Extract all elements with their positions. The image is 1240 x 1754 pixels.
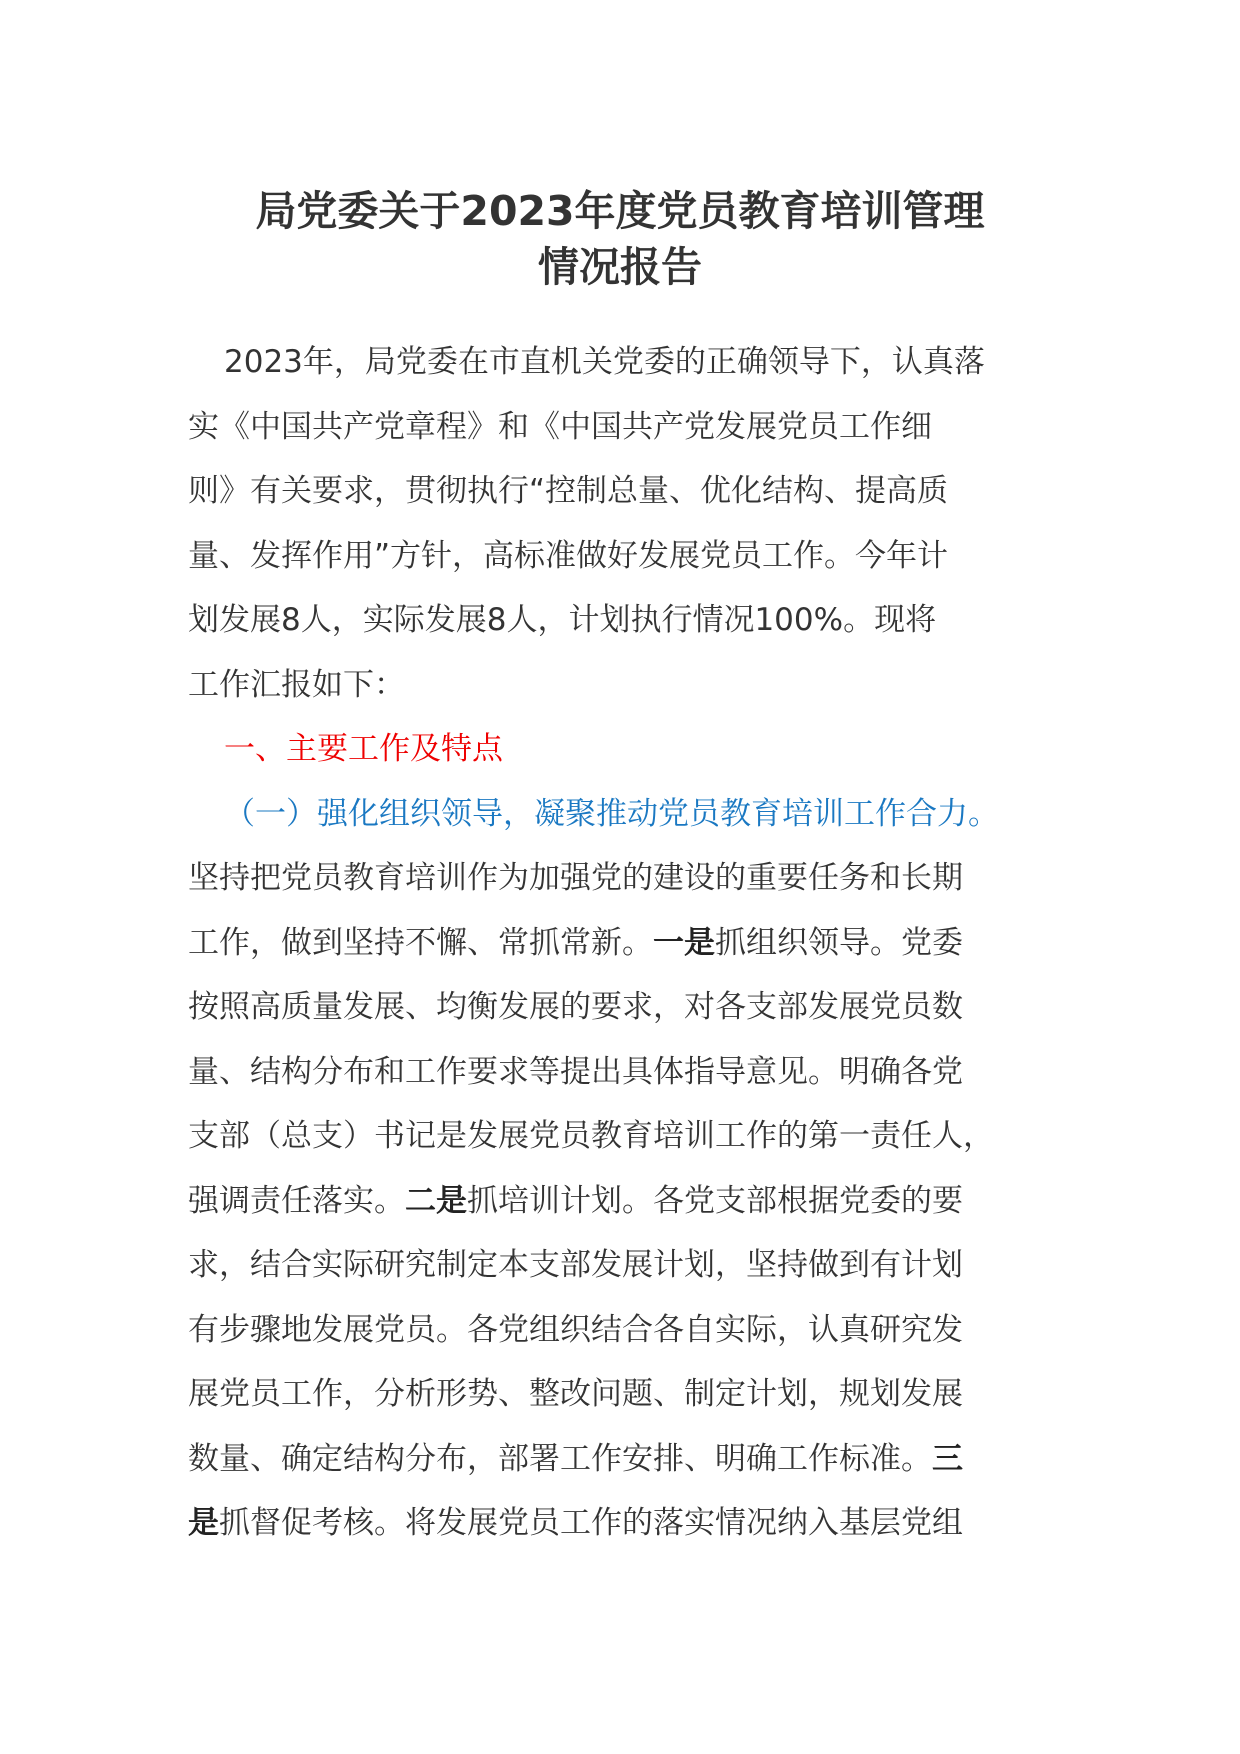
- point-marker-three-cont: 是: [188, 1505, 219, 1541]
- body-line-4: 量、结构分布和工作要求等提出具体指导意见。明确各党: [188, 1053, 963, 1090]
- document-body: [188, 330, 1058, 1556]
- subsection-heading: （一）强化组织领导，凝聚推动党员教育培训工作合力。: [224, 795, 999, 832]
- body-line-9: 展党员工作，分析形势、整改问题、制定计划，规划发展: [188, 1376, 963, 1412]
- point-marker-one: 一是: [653, 924, 715, 961]
- body-line-5: 支部（总支）书记是发展党员教育培训工作的第一责任人，: [188, 1118, 994, 1154]
- body-text: 抓培训计划。各党支部根据党委的要: [467, 1182, 963, 1219]
- intro-line-5: 划发展8人，实际发展8人，计划执行情况100%。现将: [188, 602, 937, 638]
- body-line-10: [188, 1427, 1058, 1492]
- title-line-2: 情况报告: [538, 243, 702, 291]
- document-title: [160, 183, 1080, 295]
- point-marker-two: 二是: [405, 1182, 467, 1219]
- intro-line-6: 工作汇报如下：: [188, 666, 405, 703]
- body-line-11: [188, 1491, 1058, 1556]
- intro-line-1: 2023年，局党委在市直机关党委的正确领导下，认真落: [224, 344, 985, 380]
- title-line-1: 局党委关于2023年度党员教育培训管理: [255, 187, 985, 235]
- body-text: 数量、确定结构分布，部署工作安排、明确工作标准。: [188, 1440, 932, 1477]
- body-text: 工作，做到坚持不懈、常抓常新。: [188, 924, 653, 961]
- body-line-6: [188, 1169, 1058, 1234]
- intro-line-2: 实《中国共产党章程》和《中国共产党发展党员工作细: [188, 408, 932, 445]
- body-text: 强调责任落实。: [188, 1182, 405, 1219]
- body-line-2: [188, 911, 1058, 976]
- body-line-8: 有步骤地发展党员。各党组织结合各自实际，认真研究发: [188, 1311, 963, 1348]
- intro-line-3: 则》有关要求，贯彻执行“控制总量、优化结构、提高质: [188, 473, 949, 509]
- body-line-3: 按照高质量发展、均衡发展的要求，对各支部发展党员数: [188, 989, 963, 1025]
- section-heading: 一、主要工作及特点: [224, 731, 503, 767]
- body-text: 抓督促考核。将发展党员工作的落实情况纳入基层党组: [219, 1505, 963, 1541]
- point-marker-three: 三: [932, 1440, 963, 1477]
- body-line-7: 求，结合实际研究制定本支部发展计划，坚持做到有计划: [188, 1247, 963, 1283]
- intro-line-4: 量、发挥作用”方针，高标准做好发展党员工作。今年计: [188, 537, 949, 574]
- body-line-1: 坚持把党员教育培训作为加强党的建设的重要任务和长期: [188, 860, 963, 896]
- body-text: 抓组织领导。党委: [715, 924, 963, 961]
